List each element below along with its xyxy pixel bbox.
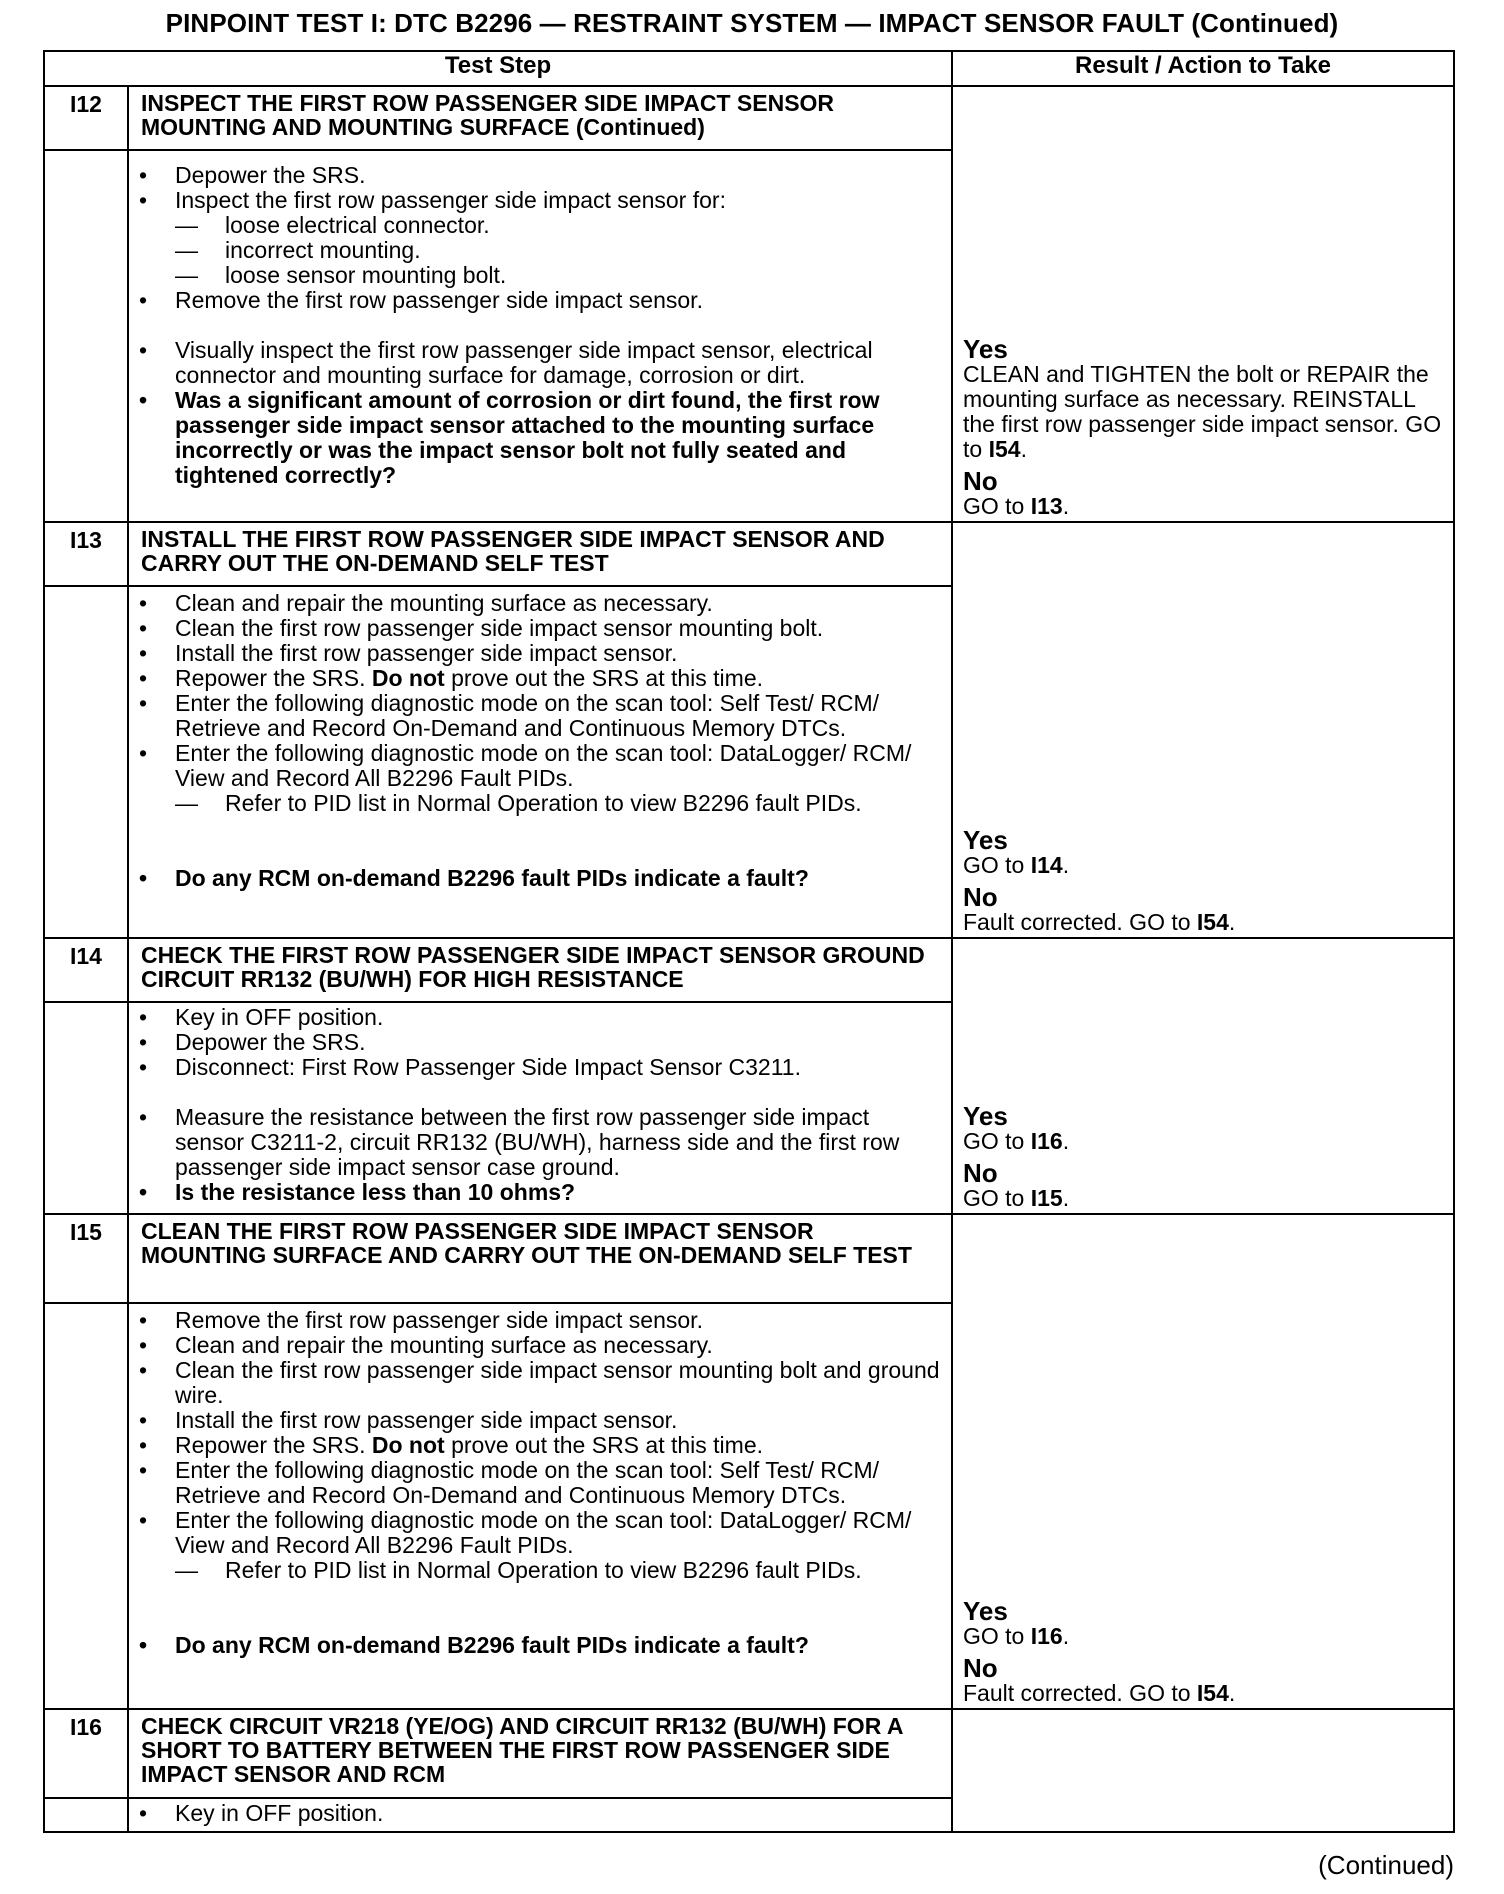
step-id-spacer — [44, 1002, 128, 1214]
list-item: • Clean the first row passenger side impact sensor mounting bolt. — [137, 616, 943, 641]
no-action: GO to I15. — [963, 1185, 1070, 1211]
step-id-spacer — [44, 586, 128, 938]
list-item: • Key in OFF position. — [137, 1005, 943, 1030]
no-label: No — [963, 882, 998, 912]
list-item: • Depower the SRS. — [137, 1030, 943, 1055]
step-id-spacer — [44, 1798, 128, 1832]
step-title: CHECK THE FIRST ROW PASSENGER SIDE IMPACT SENSOR GROUND CIRCUIT RR132 (BU/WH) FOR HIGH RESISTANCE — [128, 938, 952, 1002]
no-label: No — [963, 1653, 998, 1683]
step-id: I14 — [44, 938, 128, 1002]
list-item: • Enter the following diagnostic mode on the scan tool: Self Test/ RCM/ Retrieve and Record On-Demand and Continuous Memory DTCs. — [137, 1458, 943, 1508]
step-title: CLEAN THE FIRST ROW PASSENGER SIDE IMPACT SENSOR MOUNTING SURFACE AND CARRY OUT THE ON-DEMAND SELF TEST — [128, 1214, 952, 1303]
step-id-spacer — [44, 1303, 128, 1709]
question-item: • Do any RCM on-demand B2296 fault PIDs indicate a fault? — [137, 866, 943, 891]
step-title-row — [44, 1214, 1454, 1303]
pinpoint-test-table — [43, 50, 1455, 1833]
step-id: I15 — [44, 1214, 128, 1303]
list-item: • Remove the first row passenger side impact sensor. — [137, 288, 943, 313]
step-id: I13 — [44, 522, 128, 586]
yes-action: CLEAN and TIGHTEN the bolt or REPAIR the mounting surface as necessary. REINSTALL the first row passenger side impact sensor. GO to I54. — [963, 361, 1442, 462]
list-item: • Disconnect: First Row Passenger Side Impact Sensor C3211. — [137, 1055, 943, 1080]
step-title: INSTALL THE FIRST ROW PASSENGER SIDE IMPACT SENSOR AND CARRY OUT THE ON-DEMAND SELF TEST — [128, 522, 952, 586]
step-title-row — [44, 938, 1454, 1002]
step-result — [952, 86, 1454, 522]
sub-item: — incorrect mounting. — [175, 238, 943, 263]
yes-label: Yes — [963, 1101, 1008, 1131]
step-result — [952, 1214, 1454, 1709]
step-result — [952, 1709, 1454, 1832]
list-item: • Repower the SRS. Do not prove out the SRS at this time. — [137, 1433, 943, 1458]
step-body — [128, 1303, 952, 1709]
header-row — [44, 51, 1454, 86]
list-item: • Clean and repair the mounting surface as necessary. — [137, 591, 943, 616]
list-item: • Enter the following diagnostic mode on the scan tool: DataLogger/ RCM/ View and Record All B2296 Fault PIDs. — Refer to PID list in Normal Operation to view B2296 fault PIDs. — [137, 741, 943, 816]
result-header: Result / Action to Take — [952, 51, 1454, 86]
sub-item: — loose electrical connector. — [175, 213, 943, 238]
list-item: • Enter the following diagnostic mode on the scan tool: DataLogger/ RCM/ View and Record All B2296 Fault PIDs. — Refer to PID list in Normal Operation to view B2296 fault PIDs. — [137, 1508, 943, 1583]
step-id: I16 — [44, 1709, 128, 1798]
yes-label: Yes — [963, 334, 1008, 364]
step-title: CHECK CIRCUIT VR218 (YE/OG) AND CIRCUIT RR132 (BU/WH) FOR A SHORT TO BATTERY BETWEEN THE FIRST ROW PASSENGER SIDE IMPACT SENSOR AND RCM — [128, 1709, 952, 1798]
list-item: • Key in OFF position. — [137, 1801, 943, 1826]
list-item: • Visually inspect the first row passenger side impact sensor, electrical connector and mounting surface for damage, corrosion or dirt. — [137, 338, 943, 388]
continued-label: (Continued) — [1318, 1850, 1454, 1880]
question-item: • Is the resistance less than 10 ohms? — [137, 1180, 943, 1205]
yes-label: Yes — [963, 1596, 1008, 1626]
yes-action: GO to I16. — [963, 1128, 1070, 1154]
step-body — [128, 586, 952, 938]
question-item: • Do any RCM on-demand B2296 fault PIDs indicate a fault? — [137, 1633, 943, 1658]
step-result — [952, 938, 1454, 1214]
test-step-header: Test Step — [44, 51, 952, 86]
yes-action: GO to I16. — [963, 1623, 1070, 1649]
list-item: • Measure the resistance between the first row passenger side impact sensor C3211-2, circuit RR132 (BU/WH), harness side and the first row passenger side impact sensor case ground. — [137, 1105, 943, 1180]
list-item: • Remove the first row passenger side impact sensor. — [137, 1308, 943, 1333]
list-item: • Repower the SRS. Do not prove out the SRS at this time. — [137, 666, 943, 691]
step-title-row — [44, 522, 1454, 586]
no-label: No — [963, 466, 998, 496]
sub-item: — Refer to PID list in Normal Operation to view B2296 fault PIDs. — [175, 791, 943, 816]
no-action: GO to I13. — [963, 493, 1070, 519]
step-body — [128, 150, 952, 522]
step-id: I12 — [44, 86, 128, 150]
no-action: Fault corrected. GO to I54. — [963, 1680, 1236, 1706]
question-item: • Was a significant amount of corrosion or dirt found, the first row passenger side impact sensor attached to the mounting surface incorrectly or was the impact sensor bolt not fully seated and tightened correctly? — [137, 388, 943, 488]
sub-item: — Refer to PID list in Normal Operation to view B2296 fault PIDs. — [175, 1558, 943, 1583]
list-item: • Clean the first row passenger side impact sensor mounting bolt and ground wire. — [137, 1358, 943, 1408]
step-body — [128, 1002, 952, 1214]
list-item: • Clean and repair the mounting surface as necessary. — [137, 1333, 943, 1358]
list-item: • Enter the following diagnostic mode on the scan tool: Self Test/ RCM/ Retrieve and Record On-Demand and Continuous Memory DTCs. — [137, 691, 943, 741]
no-action: Fault corrected. GO to I54. — [963, 909, 1236, 935]
yes-label: Yes — [963, 825, 1008, 855]
yes-action: GO to I14. — [963, 852, 1070, 878]
page-title: PINPOINT TEST I: DTC B2296 — RESTRAINT SYSTEM — IMPACT SENSOR FAULT (Continued) — [165, 8, 1339, 38]
step-title: INSPECT THE FIRST ROW PASSENGER SIDE IMPACT SENSOR MOUNTING AND MOUNTING SURFACE (Continued) — [128, 86, 952, 150]
step-body — [128, 1798, 952, 1832]
step-result — [952, 522, 1454, 938]
step-id-spacer — [44, 150, 128, 522]
list-item: • Inspect the first row passenger side impact sensor for: — loose electrical connector. — incorrect mounting. — loose sensor mounting bolt. — [137, 188, 943, 288]
no-label: No — [963, 1158, 998, 1188]
sub-item: — loose sensor mounting bolt. — [175, 263, 943, 288]
list-item: • Install the first row passenger side impact sensor. — [137, 641, 943, 666]
step-title-row — [44, 86, 1454, 150]
list-item: • Install the first row passenger side impact sensor. — [137, 1408, 943, 1433]
list-item: • Depower the SRS. — [137, 163, 943, 188]
step-title-row — [44, 1709, 1454, 1798]
